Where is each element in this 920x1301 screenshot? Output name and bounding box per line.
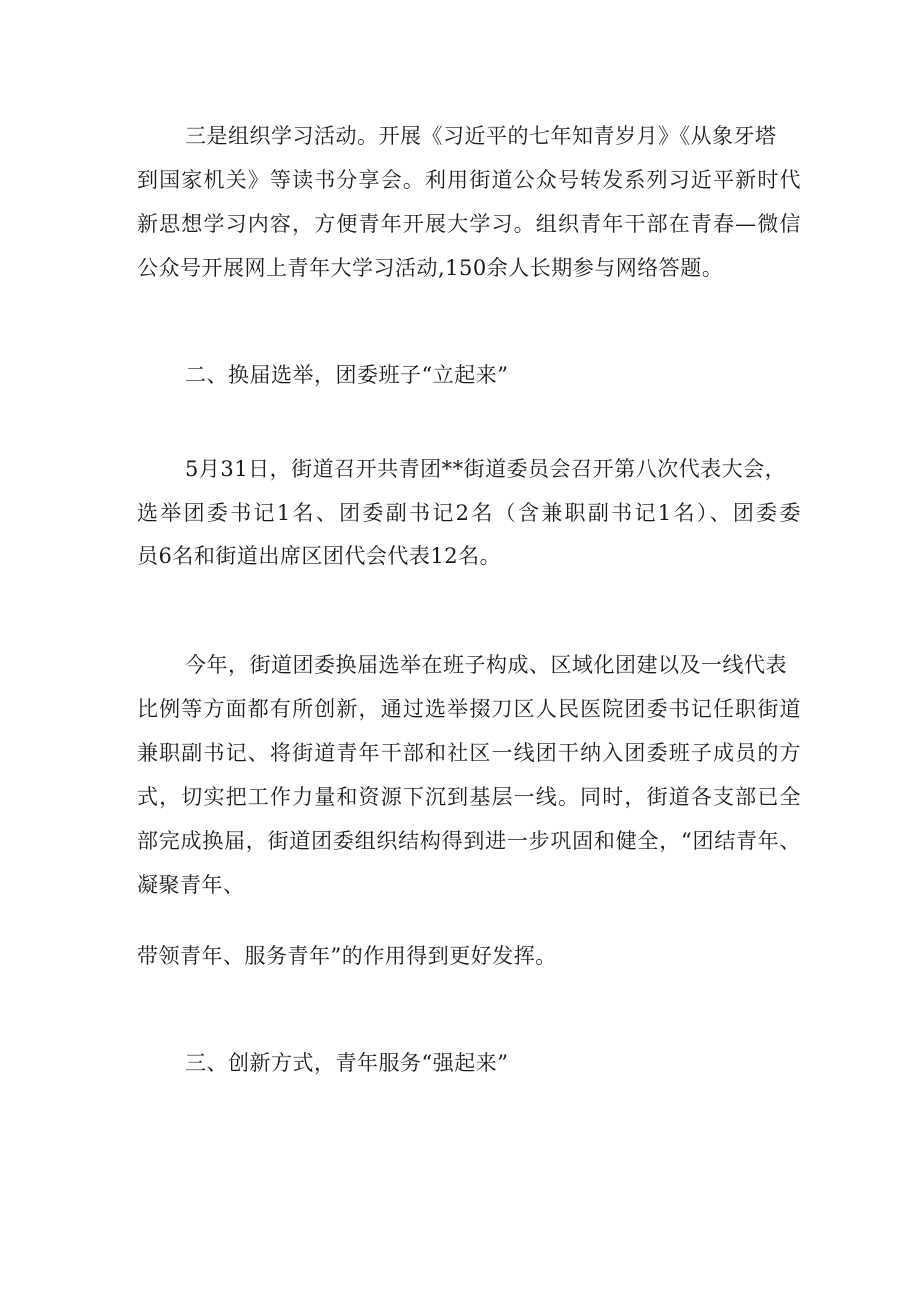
para1-line-2: 到国家机关》等读书分享会。利用街道公众号转发系列习近平新时代	[137, 168, 801, 192]
para1-line-1: 三是组织学习活动。开展《习近平的七年知青岁月》《从象牙塔	[185, 124, 777, 148]
para3-line-6: 凝聚青年、	[137, 873, 245, 897]
section-heading-3: 三、创新方式，青年服务“强起来”	[185, 1051, 509, 1075]
para1-line-3: 新思想学习内容，方便青年开展大学习。组织青年干部在青春—微信	[137, 212, 801, 236]
para3-line-2: 比例等方面都有所创新，通过选举掇刀区人民医院团委书记任职街道	[137, 697, 801, 721]
para1-line-4: 公众号开展网上青年大学习活动,150余人长期参与网络答题。	[137, 256, 724, 280]
para2-line-2: 选举团委书记1名、团委副书记2名（含兼职副书记1名）、团委委	[137, 501, 801, 525]
para2-line-1: 5月31日，街道召开共青团**街道委员会召开第八次代表大会，	[185, 457, 787, 481]
para3-line-5: 部完成换届，街道团委组织结构得到进一步巩固和健全，“团结青年、	[137, 829, 801, 853]
para3-line-1: 今年，街道团委换届选举在班子构成、区域化团建以及一线代表	[185, 653, 787, 677]
para3-line-3: 兼职副书记、将街道青年干部和社区一线团干纳入团委班子成员的方	[137, 741, 801, 765]
para3-line-4: 式，切实把工作力量和资源下沉到基层一线。同时，街道各支部已全	[137, 785, 801, 809]
para2-line-3: 员6名和街道出席区团代会代表12名。	[137, 544, 502, 568]
section-heading-2: 二、换届选举，团委班子“立起来”	[185, 363, 509, 387]
para3-line-7: 带领青年、服务青年”的作用得到更好发挥。	[137, 944, 557, 968]
